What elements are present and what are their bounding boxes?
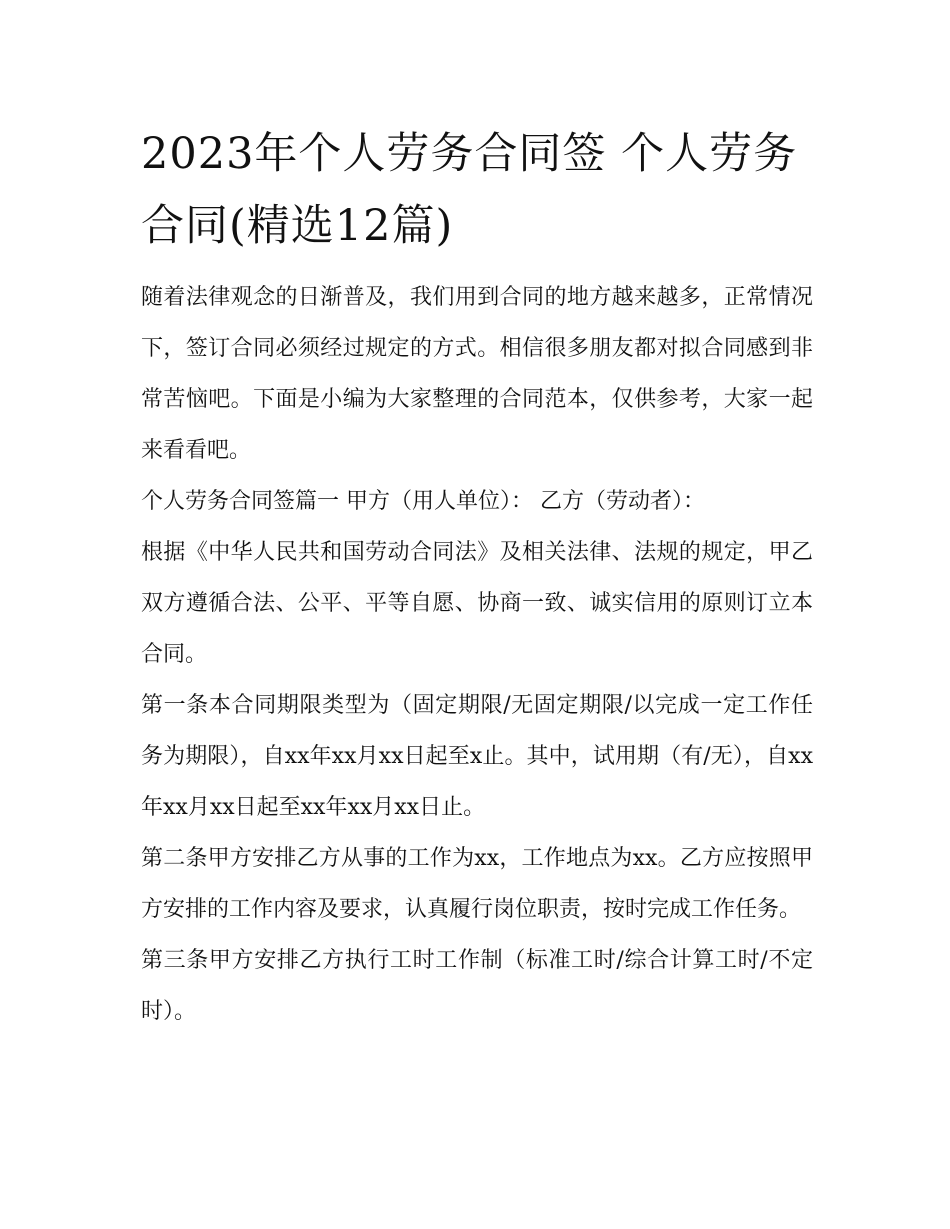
contract-parties-heading: 个人劳务合同签篇一 甲方（用人单位）： 乙方（劳动者）： <box>141 489 705 514</box>
legal-basis-paragraph: 根据《中华人民共和国劳动合同法》及相关法律、法规的规定，甲乙双方遵循合法、公平、平等自愿、协商一致、诚实信用的原则订立本合同。 <box>141 540 813 667</box>
article-three-paragraph: 第三条甲方安排乙方执行工时工作制（标准工时/综合计算工时/不定时）。 <box>141 948 813 1024</box>
document-title: 2023年个人劳务合同签 个人劳务合同(精选12篇) <box>141 129 798 251</box>
document-body <box>141 118 813 1037</box>
article-one-paragraph: 第一条本合同期限类型为（固定期限/无固定期限/以完成一定工作任务为期限），自xx年xx月xx日起至x止。其中，试用期（有/无），自xx年xx月xx日起至xx年xx月xx日止。 <box>141 693 813 820</box>
article-two-paragraph: 第二条甲方安排乙方从事的工作为xx，工作地点为xx。乙方应按照甲方安排的工作内容及要求，认真履行岗位职责，按时完成工作任务。 <box>141 846 813 922</box>
intro-paragraph: 随着法律观念的日渐普及，我们用到合同的地方越来越多，正常情况下，签订合同必须经过规定的方式。相信很多朋友都对拟合同感到非常苦恼吧。下面是小编为大家整理的合同范本，仅供参考，大家一起来看看吧。 <box>141 285 813 463</box>
